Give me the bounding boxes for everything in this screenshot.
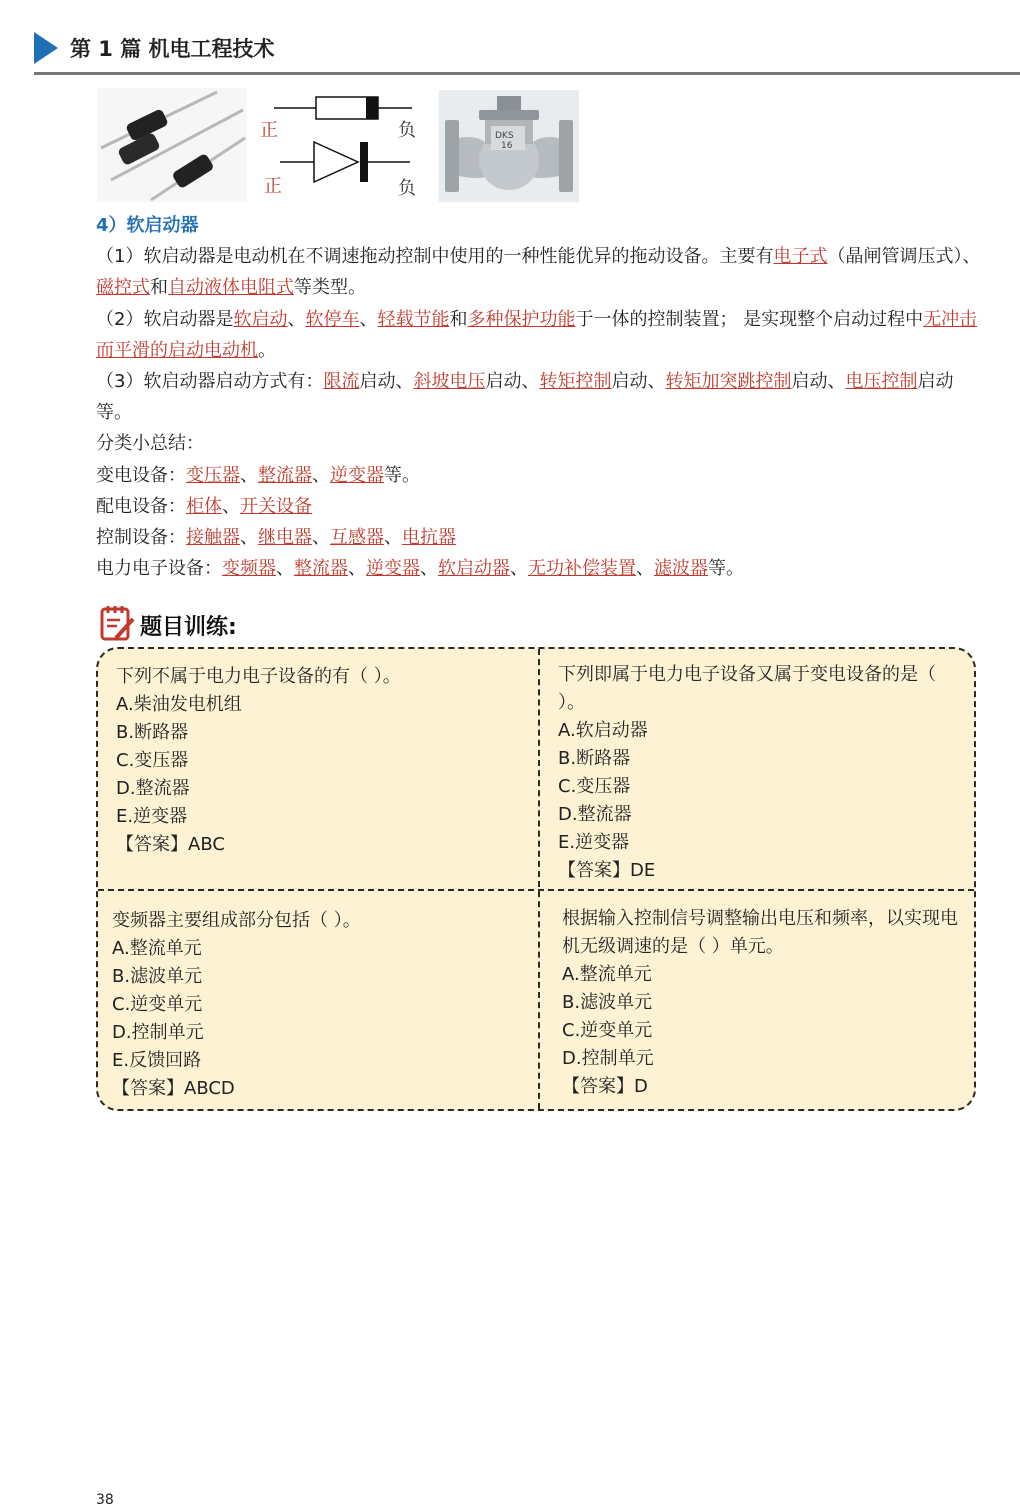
question-text: 变频器主要组成部分包括（ ）。 [112, 910, 361, 931]
p1-text: 和 [150, 277, 168, 299]
summary-item: 无功补偿装置 [528, 558, 636, 580]
separator: 、 [240, 527, 258, 549]
section-title: 4）软启动器 [96, 215, 199, 236]
option: D.控制单元 [562, 1048, 654, 1069]
grid-divider-horizontal [98, 889, 974, 891]
question-text: 根据输入控制信号调整输出电压和频率，以实现电机无级调速的是（ ）单元。 [562, 908, 958, 957]
summary-item: 变频器 [222, 558, 276, 580]
separator: 、 [420, 558, 438, 580]
summary-item: 柜体 [186, 495, 222, 517]
option: D.整流器 [116, 778, 190, 799]
separator: 、 [384, 527, 402, 549]
summary-label: 控制设备： [96, 527, 186, 549]
separator: 、 [276, 558, 294, 580]
summary-item: 软启动器 [438, 558, 510, 580]
summary-distribution [96, 491, 986, 522]
separator: 、 [222, 495, 240, 517]
notepad-pencil-icon [100, 604, 136, 642]
summary-power-electronics [96, 553, 986, 584]
option: E.逆变器 [558, 832, 630, 853]
summary-item: 开关设备 [240, 495, 312, 517]
symbol-negative-top: 负 [398, 120, 416, 141]
option: E.反馈回路 [112, 1050, 202, 1071]
term-protection: 多种保护功能 [467, 308, 576, 330]
summary-label: 电力电子设备： [96, 558, 222, 580]
section-content [96, 210, 986, 584]
summary-control [96, 522, 986, 553]
option: A.整流单元 [112, 938, 202, 959]
separator: 、 [348, 558, 366, 580]
summary-item: 互感器 [330, 527, 384, 549]
question-text: 下列即属于电力电子设备又属于变电设备的是（ ）。 [558, 664, 936, 713]
separator: 、 [636, 558, 654, 580]
term-liquid-resistance: 自动液体电阻式 [168, 277, 294, 299]
p3-text: 启动、 [485, 371, 540, 393]
p1-text: 等类型。 [294, 277, 366, 299]
summary-item: 电抗器 [402, 527, 456, 549]
option: B.滤波单元 [562, 992, 653, 1013]
option: C.逆变单元 [562, 1020, 653, 1041]
p3-text: 启动、 [791, 371, 846, 393]
p1-text: （晶闸管调压式）、 [827, 246, 981, 268]
summary-end: 等。 [384, 464, 420, 486]
answer: 【答案】ABC [116, 834, 225, 855]
header-title: 第 1 篇 机电工程技术 [70, 37, 275, 61]
summary-end: 等。 [708, 558, 744, 580]
option: B.断路器 [116, 722, 189, 743]
option: D.整流器 [558, 804, 632, 825]
term-torque-control: 转矩控制 [539, 371, 612, 393]
question-4 [562, 905, 968, 1101]
question-1 [116, 663, 526, 859]
summary-transform [96, 460, 986, 491]
paragraph-3 [96, 366, 986, 428]
check-valve-photo [439, 90, 579, 202]
separator: 、 [510, 558, 528, 580]
term-soft-start: 软启动 [233, 308, 288, 330]
p2-text: 、 [287, 308, 306, 330]
question-text: 下列不属于电力电子设备的有（ ）。 [116, 666, 401, 687]
term-ramp-voltage: 斜坡电压 [413, 371, 486, 393]
term-soft-stop: 软停车 [305, 308, 360, 330]
symbol-positive-bottom: 正 [264, 176, 282, 197]
p3-text: 启动等。 [96, 371, 954, 424]
p2-text: 于一体的控制装置； 是实现整个启动过程中 [575, 308, 924, 330]
p2-text: 。 [258, 339, 276, 361]
p1-text: （1）软启动器是电动机在不调速拖动控制中使用的一种性能优异的拖动设备。主要有 [96, 246, 774, 268]
p3-text: 启动、 [611, 371, 666, 393]
paragraph-1 [96, 241, 986, 303]
page-number: 38 [96, 1492, 114, 1508]
summary-item: 继电器 [258, 527, 312, 549]
p2-text: 和 [449, 308, 468, 330]
valve-label-1: DKS [495, 131, 514, 141]
separator: 、 [312, 527, 330, 549]
practice-title: 题目训练: [140, 615, 237, 640]
summary-item: 整流器 [258, 464, 312, 486]
option: C.变压器 [558, 776, 631, 797]
p2-text: 、 [359, 308, 378, 330]
summary-item: 逆变器 [330, 464, 384, 486]
option: B.断路器 [558, 748, 631, 769]
summary-title: 分类小总结： [96, 433, 204, 455]
question-2 [558, 661, 968, 885]
symbol-positive-top: 正 [260, 120, 278, 141]
option: C.逆变单元 [112, 994, 203, 1015]
separator: 、 [312, 464, 330, 486]
summary-item: 接触器 [186, 527, 240, 549]
diode-symbols [260, 88, 430, 202]
term-magnetic: 磁控式 [96, 277, 150, 299]
term-energy-saving: 轻载节能 [377, 308, 450, 330]
option: D.控制单元 [112, 1022, 204, 1043]
symbol-negative-bottom: 负 [398, 178, 416, 199]
option: A.柴油发电机组 [116, 694, 242, 715]
page-header [34, 30, 1020, 76]
option: A.整流单元 [562, 964, 652, 985]
p2-text: （2）软启动器是 [96, 308, 234, 330]
valve-label-2: 16 [501, 141, 513, 151]
diodes-photo [97, 88, 247, 202]
answer: 【答案】DE [558, 860, 656, 881]
term-electronic: 电子式 [773, 246, 828, 268]
term-smooth-start: 无冲击而平滑的启动电动机 [96, 308, 978, 361]
term-torque-kick: 转矩加突跳控制 [665, 371, 792, 393]
summary-item: 逆变器 [366, 558, 420, 580]
summary-item: 变压器 [186, 464, 240, 486]
summary-label: 变电设备： [96, 464, 186, 486]
header-divider [34, 72, 1020, 75]
grid-divider-vertical [538, 649, 540, 1109]
summary-item: 整流器 [294, 558, 348, 580]
paragraph-2 [96, 304, 986, 366]
option: A.软启动器 [558, 720, 648, 741]
term-voltage-control: 电压控制 [845, 371, 918, 393]
option: C.变压器 [116, 750, 189, 771]
summary-item: 滤波器 [654, 558, 708, 580]
option: B.滤波单元 [112, 966, 203, 987]
p3-text: 启动、 [359, 371, 414, 393]
option: E.逆变器 [116, 806, 188, 827]
summary-label: 配电设备： [96, 495, 186, 517]
term-current-limit: 限流 [323, 371, 360, 393]
p3-text: （3）软启动器启动方式有： [96, 371, 324, 393]
answer: 【答案】ABCD [112, 1078, 235, 1099]
answer: 【答案】D [562, 1076, 648, 1097]
separator: 、 [240, 464, 258, 486]
question-grid [96, 647, 976, 1111]
question-3 [112, 907, 522, 1103]
header-arrow-icon [34, 32, 58, 64]
